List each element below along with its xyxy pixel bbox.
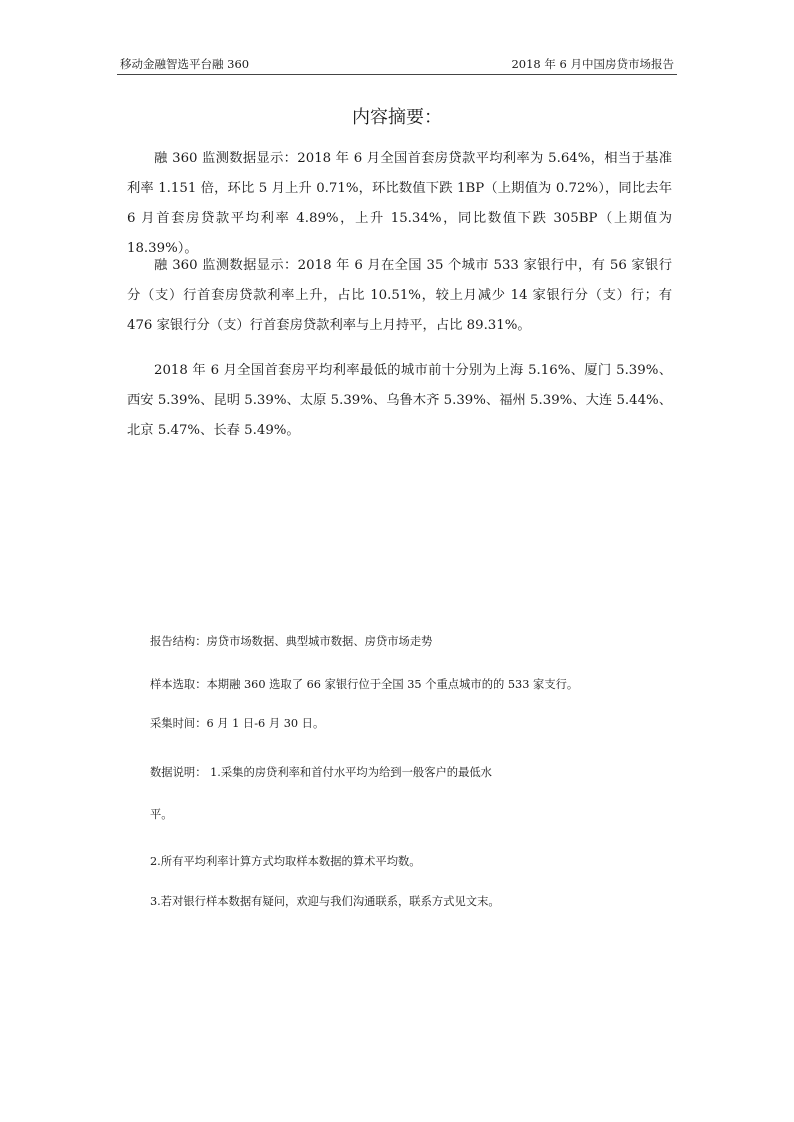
page-title: 内容摘要： [352, 107, 442, 128]
data-note-1-continued: 平。 [150, 808, 173, 821]
report-structure-note: 报告结构：房贷市场数据、典型城市数据、房贷市场走势 [150, 635, 433, 648]
data-note-2: 2.所有平均利率计算方式均取样本数据的算术平均数。 [150, 855, 421, 868]
header-divider [117, 74, 677, 75]
collection-period-note: 采集时间：6 月 1 日-6 月 30 日。 [150, 717, 325, 730]
header-right-text: 2018 年 6 月中国房贷市场报告 [511, 57, 674, 71]
summary-paragraph-3: 2018 年 6 月全国首套房平均利率最低的城市前十分别为上海 5.16%、厦门 5.39%、西安 5.39%、昆明 5.39%、太原 5.39%、乌鲁木齐 5.39%、福州 5.39%、大连 5.44%、北京 5.47%、长春 5.49%。 [127, 363, 672, 438]
sample-selection-note: 样本选取：本期融 360 选取了 66 家银行位于全国 35 个重点城市的的 533 家支行。 [150, 678, 579, 691]
data-note-3: 3.若对银行样本数据有疑问，欢迎与我们沟通联系，联系方式见文末。 [150, 895, 500, 908]
data-note-1: 数据说明： 1.采集的房贷利率和首付水平均为给到一般客户的最低水 [150, 766, 492, 779]
header-left-text: 移动金融智选平台融 360 [120, 57, 250, 71]
summary-paragraph-1: 融 360 监测数据显示：2018 年 6 月全国首套房贷款平均利率为 5.64%，相当于基准利率 1.151 倍，环比 5 月上升 0.71%，环比数值下跌 1BP（上期值为 0.72%），同比去年 6 月首套房贷款平均利率 4.89%，上升 15.34%，同比数值下跌 305BP（上期值为 18.39%）。 [127, 151, 672, 256]
summary-paragraph-2: 融 360 监测数据显示：2018 年 6 月在全国 35 个城市 533 家银行中，有 56 家银行分（支）行首套房贷款利率上升，占比 10.51%，较上月减少 14 家银行分（支）行；有 476 家银行分（支）行首套房贷款利率与上月持平，占比 89.31%。 [127, 258, 672, 333]
